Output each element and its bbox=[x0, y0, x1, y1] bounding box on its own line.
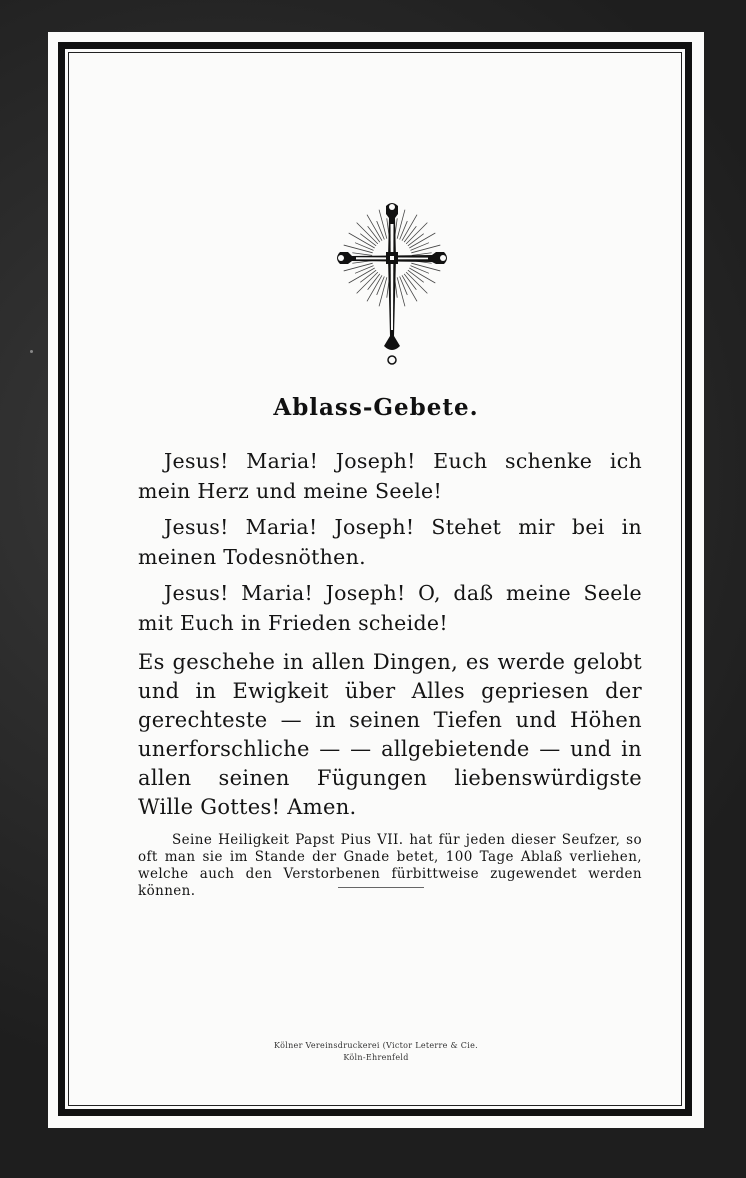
divider-rule bbox=[338, 887, 424, 888]
imprint-line: Kölner Vereinsdruckerei (Victor Leterre & Cie. bbox=[274, 1041, 478, 1050]
indulgence-note: Seine Heiligkeit Papst Pius VII. hat für jeden dieser Seufzer, so oft man sie im Stande der Gnade betet, 100 Tage Ablaß verliehen, welche auch den Verstorbenen fürbittweise zugewendet werden können. bbox=[138, 832, 642, 899]
memorial-card bbox=[48, 32, 704, 1128]
prayer-text bbox=[138, 446, 642, 900]
page-title: Ablass-Gebete. bbox=[273, 394, 479, 421]
prayer-verse: Jesus! Maria! Joseph! O, daß meine Seele mit Euch in Frieden scheide! bbox=[138, 581, 642, 635]
main-prayer: Es geschehe in allen Dingen, es werde gelobt und in Ewigkeit über Alles gepriesen der gerechteste — in seinen Tiefen und Höhen unerforschliche — — allgebietende — und in allen seinen Fügungen liebenswürdigste Wille Gottes! Amen. bbox=[138, 650, 642, 819]
printer-imprint bbox=[48, 1040, 704, 1064]
prayer-verse: Jesus! Maria! Joseph! Stehet mir bei in meinen Todesnöthen. bbox=[138, 515, 642, 569]
imprint-line: Köln-Ehrenfeld bbox=[343, 1053, 409, 1062]
radiant-cross-icon bbox=[334, 200, 450, 368]
prayer-verse: Jesus! Maria! Joseph! Euch schenke ich mein Herz und meine Seele! bbox=[138, 449, 642, 503]
scan-speck bbox=[30, 350, 33, 353]
